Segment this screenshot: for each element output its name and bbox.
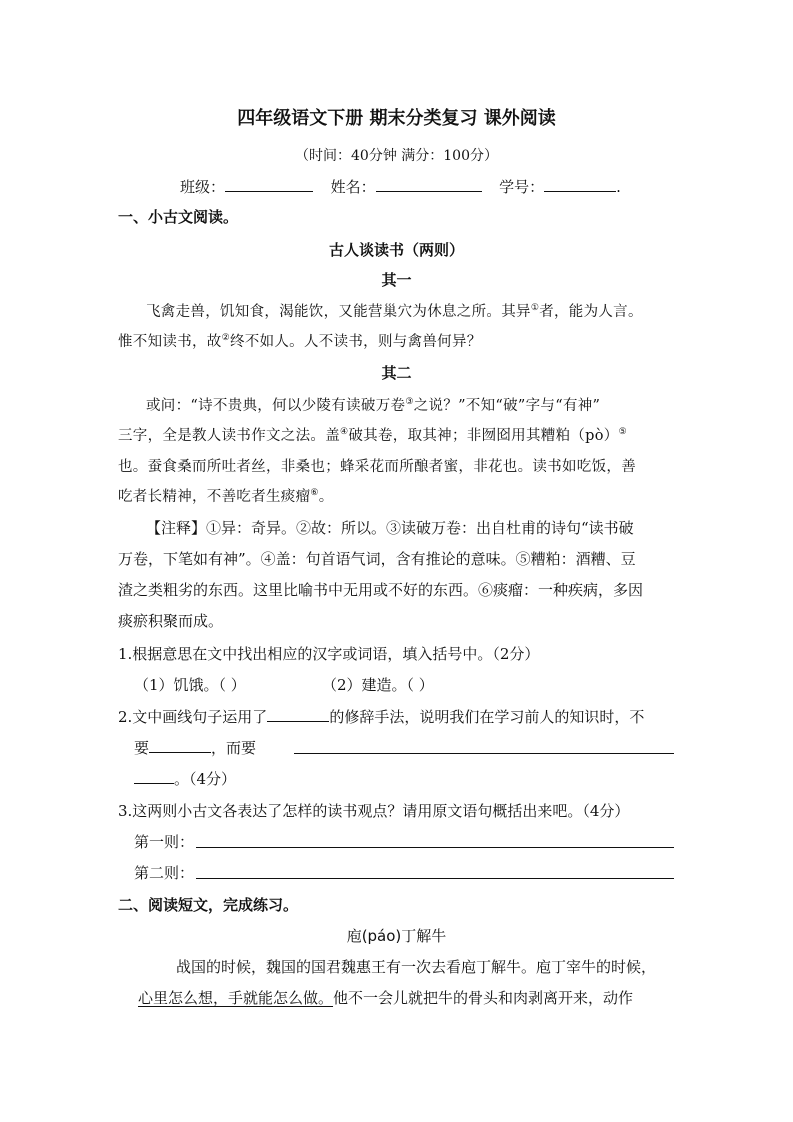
q3-first-answer-line[interactable]: [196, 847, 674, 848]
passage2-title: 庖(páo)丁解牛: [346, 927, 447, 945]
name-label: 姓名：: [330, 178, 376, 196]
passage2-line1: 战国的时候，魏国的国君魏惠王有一次去看庖丁解牛。庖丁宰牛的时候，: [176, 958, 657, 976]
part1-title: 其一: [381, 271, 412, 289]
part1-line1: 飞禽走兽，饥知食，渴能饮，又能营巢穴为休息之所。其异①者，能为人言。: [146, 303, 643, 320]
note-line2: 万卷，下笔如有神”。④盖：句首语气词，含有推论的意味。⑤糟粕：酒糟、豆: [118, 550, 636, 568]
q3-second-label: 第二则：: [134, 864, 195, 882]
note-line3: 渣之类粗劣的东西。这里比喻书中无用或不好的东西。⑥痰瘤：一种疾病，多因: [118, 581, 644, 599]
passage2-line2: 心里怎么想，手就能怎么做。他不一会儿就把牛的骨头和肉剥离开来，动作: [138, 989, 634, 1007]
student-info-row: [180, 176, 621, 197]
part2-line1: 或问：“诗不贵典，何以少陵有读破万卷③之说？”不知“破”字与“有神”: [146, 397, 601, 414]
name-field[interactable]: [376, 176, 482, 192]
section1-heading: 一、小古文阅读。: [118, 208, 239, 226]
question-2-line2: 要 ，而要: [134, 739, 257, 757]
question-2-line1: 2.文中画线句子运用了 的修辞手法，说明我们在学习前人的知识时，不: [118, 708, 645, 726]
question-3: 3.这两则小古文各表达了怎样的读书观点？请用原文语句概括出来吧。（4分）: [118, 802, 630, 820]
q2-blank-4[interactable]: [134, 768, 174, 784]
underlined-sentence: 心里怎么想，手就能怎么做。: [138, 989, 334, 1007]
part2-line3: 也。蚕食桑而所吐者丝，非桑也；蜂采花而所酿者蜜，非花也。读书如吃饭，善: [118, 459, 636, 475]
class-field[interactable]: [225, 176, 313, 192]
exam-time-score: （时间：40分钟 满分：100分）: [295, 148, 498, 164]
q3-second-answer-line[interactable]: [196, 878, 674, 879]
question-1-item1[interactable]: （1）饥饿。（ ）: [134, 676, 246, 694]
note-line4: 痰瘀积聚而成。: [118, 612, 224, 630]
id-label: 学号：: [499, 178, 545, 196]
part1-line2: 惟不知读书，故②终不如人。人不读书，则与禽兽何异？: [118, 333, 482, 350]
page-title: 四年级语文下册 期末分类复习 课外阅读: [237, 108, 556, 129]
id-field[interactable]: [544, 176, 616, 192]
info-end-dot: .: [616, 178, 621, 196]
q2-blank-2[interactable]: [149, 737, 211, 753]
q3-first-label: 第一则：: [134, 833, 195, 851]
question-1: 1.根据意思在文中找出相应的汉字或词语，填入括号中。（2分）: [118, 645, 540, 663]
class-label: 班级：: [180, 178, 226, 196]
note-line1: 【注释】①异：奇异。②故：所以。③读破万卷：出自杜甫的诗句“读书破: [146, 519, 634, 537]
part2-line2: 三字，全是教人读书作文之法。盖④破其卷，取其神；非囫囵用其糟粕（pò）⑤: [118, 427, 627, 444]
part2-title: 其二: [381, 364, 412, 382]
part2-line4: 吃者长精神，不善吃者生痰瘤⑥。: [118, 488, 334, 505]
passage1-title: 古人谈读书（两则）: [328, 241, 464, 259]
question-1-item2[interactable]: （2）建造。（ ）: [322, 676, 434, 694]
section2-heading: 二、阅读短文，完成练习。: [118, 896, 299, 914]
q2-blank-3[interactable]: [294, 753, 674, 754]
question-2-line3: 。（4分）: [134, 768, 236, 789]
q2-blank-1[interactable]: [267, 706, 329, 722]
